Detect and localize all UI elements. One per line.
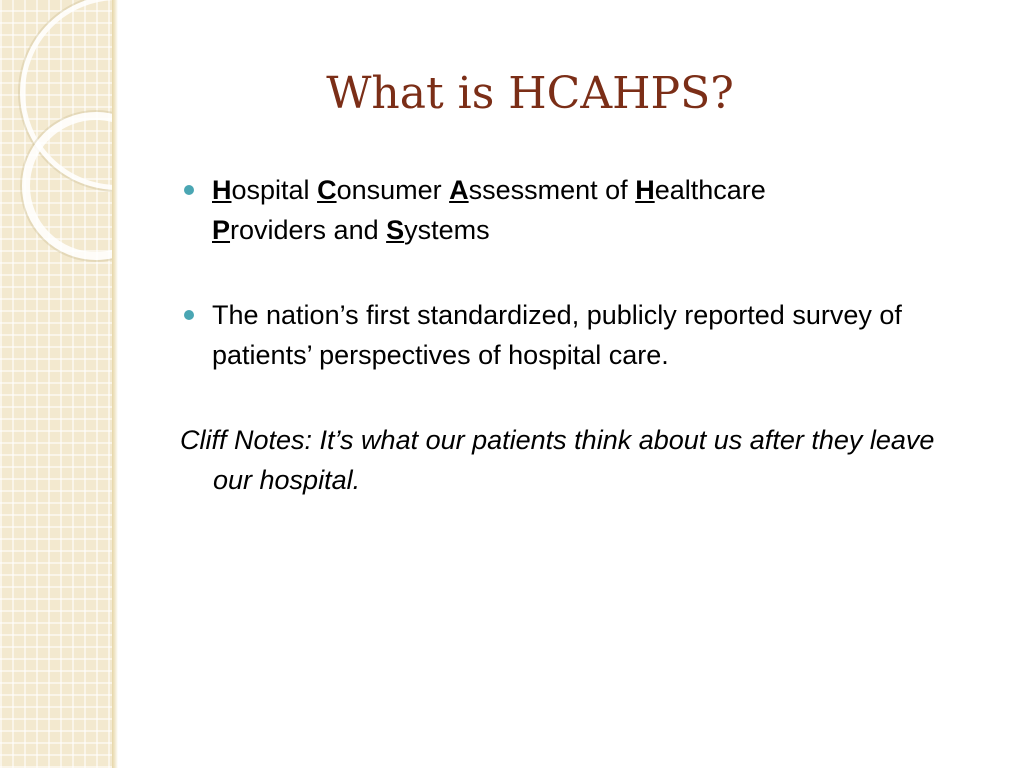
- acronym-word: ssessment of: [468, 175, 636, 205]
- acronym-letter: H: [212, 175, 232, 205]
- bullet-description: [180, 295, 980, 375]
- slide-title: What is HCAHPS?: [326, 68, 734, 119]
- cliff-notes: Cliff Notes: It’s what our patients think about us after they leave our hospital.: [180, 425, 935, 495]
- acronym-letter: P: [212, 215, 231, 245]
- acronym-letter: C: [317, 175, 337, 205]
- description-text: The nation’s first standardized, publicly reported survey of patients’ perspectives of hospital care.: [212, 300, 902, 370]
- acronym-word: ystems: [404, 215, 490, 245]
- acronym-word: ealthcare: [654, 175, 766, 205]
- acronym-letter: S: [386, 215, 405, 245]
- bullet-acronym: [180, 170, 980, 250]
- slide-body: [180, 170, 980, 500]
- acronym-letter: H: [635, 175, 655, 205]
- acronym-word: onsumer: [336, 175, 450, 205]
- acronym-word: roviders and: [230, 215, 387, 245]
- acronym-word: ospital: [231, 175, 318, 205]
- acronym-text: [212, 175, 766, 245]
- bullet-dot-icon: [184, 185, 194, 195]
- bullet-dot-icon: [184, 310, 194, 320]
- acronym-letter: A: [449, 175, 469, 205]
